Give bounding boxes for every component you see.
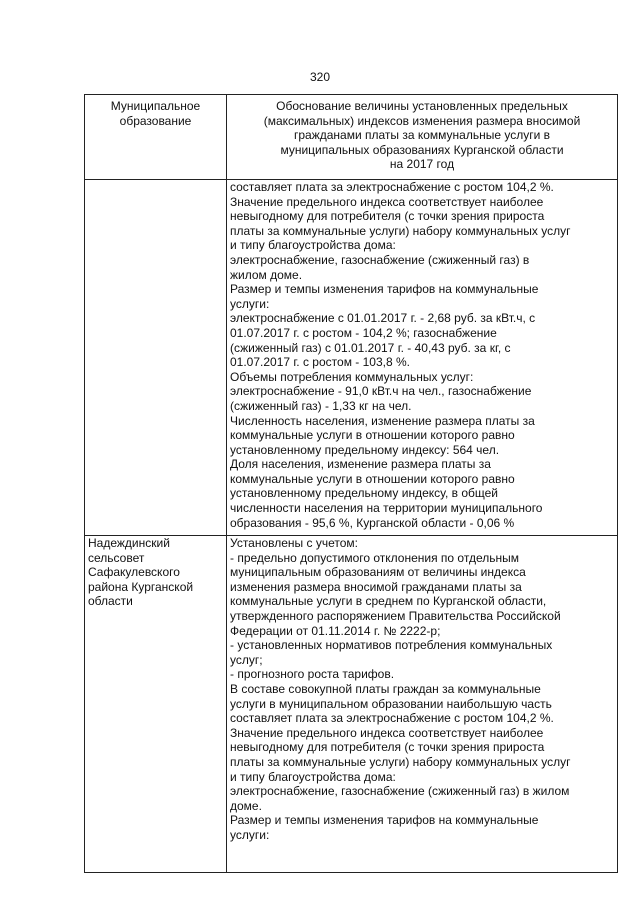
row-justification-cell: [227, 180, 618, 536]
municipality-line: сельсовет: [88, 550, 145, 565]
municipality-line: района Курганской: [88, 579, 194, 594]
header-justification: [227, 95, 618, 180]
municipality-line: Надеждинский: [88, 536, 170, 550]
header-justification-line: гражданами платы за коммунальные услуги в: [293, 128, 551, 143]
justification-line: коммунальные услуги в отношении которого равно: [230, 471, 515, 486]
justification-line: (сжиженный газ) - 1,33 кг на чел.: [230, 398, 412, 413]
justification-line: - предельно допустимого отклонения по отдельным: [230, 550, 519, 565]
table-row: [85, 536, 618, 873]
justification-line: составляет плата за электроснабжение с ростом 104,2 %.: [230, 711, 554, 726]
justification-line: установленному предельному индексу, в общей: [230, 486, 498, 501]
header-justification-line: (максимальных) индексов изменения размера вносимой: [263, 113, 581, 128]
table-header-row: [85, 95, 618, 180]
justification-line: Значение предельного индекса соответствует наиболее: [230, 194, 544, 209]
justification-line: услуг;: [230, 652, 263, 667]
justification-line: электроснабжение с 01.01.2017 г. - 2,68 руб. за кВт.ч, с: [230, 311, 536, 326]
justification-line: Объемы потребления коммунальных услуг:: [230, 369, 474, 384]
justification-line: услуги в муниципальном образовании наибольшую часть: [230, 696, 552, 711]
header-justification-line: Обоснование величины установленных предельных: [276, 99, 568, 113]
justification-line: и типу благоустройства дома:: [230, 238, 396, 253]
justification-line: коммунальные услуги в среднем по Курганской области,: [230, 594, 547, 609]
header-justification-line: на 2017 год: [389, 157, 455, 172]
justification-line: Федерации от 01.11.2014 г. № 2222-р;: [230, 623, 441, 638]
justification-line: 01.07.2017 г. с ростом - 104,2 %; газоснабжение: [230, 325, 497, 340]
table-row: [85, 180, 618, 536]
header-municipality-line: образование: [119, 113, 192, 128]
justification-line: невыгодному для потребителя (с точки зрения прироста: [230, 740, 545, 755]
justification-line: Доля населения, изменение размера платы за: [230, 457, 491, 472]
justification-line: Размер и темпы изменения тарифов на коммунальные: [230, 813, 539, 828]
justification-table: [84, 94, 618, 873]
justification-line: коммунальные услуги в отношении которого равно: [230, 428, 515, 443]
justification-line: - установленных нормативов потребления коммунальных: [230, 638, 553, 653]
justification-line: платы за коммунальные услуги) набору коммунальных услуг: [230, 754, 571, 769]
justification-line: Численность населения, изменение размера платы за: [230, 413, 535, 428]
row-municipality-cell: [85, 180, 227, 536]
justification-line: услуги:: [230, 827, 270, 842]
header-municipality: [85, 95, 227, 180]
justification-line: электроснабжение - 91,0 кВт.ч на чел., газоснабжение: [230, 384, 532, 399]
justification-line: составляет плата за электроснабжение с ростом 104,2 %.: [230, 180, 554, 194]
justification-line: - прогнозного роста тарифов.: [230, 667, 395, 682]
justification-line: невыгодному для потребителя (с точки зрения прироста: [230, 209, 545, 224]
justification-line: доме.: [230, 798, 262, 813]
row-municipality-cell: [85, 536, 227, 873]
justification-line: муниципальным образованиям от величины индекса: [230, 565, 526, 580]
justification-line: электроснабжение, газоснабжение (сжиженный газ) в: [230, 252, 530, 267]
municipality-line: Сафакулевского: [88, 565, 180, 580]
justification-line: платы за коммунальные услуги) набору коммунальных услуг: [230, 223, 571, 238]
justification-line: и типу благоустройства дома:: [230, 769, 396, 784]
municipality-line: области: [88, 594, 133, 609]
justification-line: Размер и темпы изменения тарифов на коммунальные: [230, 282, 539, 297]
justification-line: изменения размера вносимой гражданами платы за: [230, 579, 522, 594]
justification-line: численности населения на территории муниципального: [230, 501, 543, 516]
justification-line: утвержденного распоряжением Правительства Российской: [230, 608, 561, 623]
justification-line: (сжиженный газ) с 01.01.2017 г. - 40,43 руб. за кг, с: [230, 340, 511, 355]
row-justification-cell: [227, 536, 618, 873]
justification-line: Установлены с учетом:: [230, 536, 358, 550]
justification-line: услуги:: [230, 296, 270, 311]
justification-line: установленному предельному индексу: 564 чел.: [230, 442, 500, 457]
header-municipality-line: Муниципальное: [110, 99, 201, 113]
header-justification-line: муниципальных образованиях Курганской области: [280, 142, 564, 157]
justification-line: Значение предельного индекса соответствует наиболее: [230, 725, 544, 740]
justification-line: 01.07.2017 г. с ростом - 103,8 %.: [230, 355, 410, 370]
justification-line: жилом доме.: [230, 267, 303, 282]
justification-line: электроснабжение, газоснабжение (сжиженный газ) в жилом: [230, 784, 570, 799]
page-number: 320: [309, 70, 331, 84]
justification-line: В составе совокупной платы граждан за коммунальные: [230, 681, 541, 696]
justification-line: образования - 95,6 %, Курганской области - 0,06 %: [230, 515, 515, 530]
